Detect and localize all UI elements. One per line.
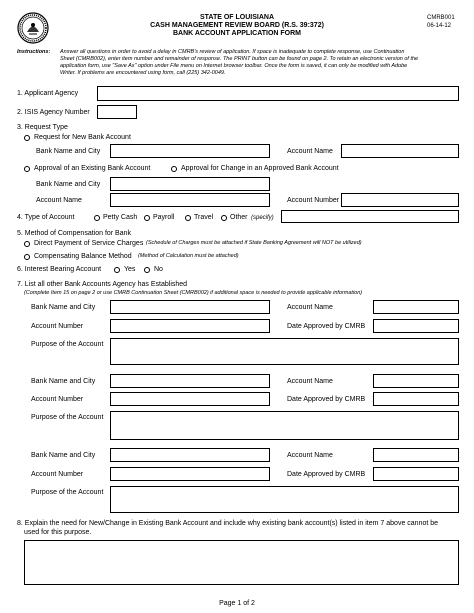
instructions-line: Writer. If problems are encountered using form, call (225) 342-0049.: [60, 70, 226, 76]
q7-account-number-label: Account Number: [31, 471, 84, 478]
applicant-agency-field[interactable]: [97, 86, 459, 101]
q7-label: 7. List all other Bank Accounts Agency has Established: [17, 281, 188, 288]
q7-bank-name-label: Bank Name and City: [31, 378, 96, 385]
interest-yes-label: Yes: [124, 266, 136, 273]
q5-label: 5. Method of Compensation for Bank: [17, 230, 132, 237]
q7-account-name-label: Account Name: [287, 452, 333, 459]
q7-1-date-approved-field[interactable]: [373, 319, 459, 333]
page-number: Page 1 of 2: [219, 600, 255, 607]
q3-new-bank-name-field[interactable]: [110, 144, 270, 158]
request-new-label: Request for New Bank Account: [34, 134, 131, 141]
q1-label: 1. Applicant Agency: [17, 90, 79, 97]
instructions-label: Instructions:: [17, 49, 51, 55]
q7-bank-name-label: Bank Name and City: [31, 304, 96, 311]
q6-label: 6. Interest Bearing Account: [17, 266, 102, 273]
travel-label: Travel: [194, 214, 214, 221]
q7-account-number-label: Account Number: [31, 396, 84, 403]
approval-change-label: Approval for Change in an Approved Bank Account: [181, 165, 339, 172]
q8-label-line2: used for this purpose.: [24, 529, 92, 536]
petty-cash-label: Petty Cash: [103, 214, 138, 221]
approval-existing-label: Approval of an Existing Bank Account: [34, 165, 151, 172]
petty-cash-radio[interactable]: [94, 215, 100, 221]
direct-payment-note: (Schedule of Charges must be attached if State Banking Agreement will NOT be utilized): [146, 240, 362, 246]
q8-explanation-field[interactable]: [24, 540, 459, 585]
instructions-line: application form, use "Save As" option under File menu on Internet browser toolbar. Once the form is saved, it can only be modified with Adobe: [60, 63, 408, 69]
q4-label: 4. Type of Account: [17, 214, 75, 221]
q7-account-name-label: Account Name: [287, 378, 333, 385]
form-id: CMRB001: [427, 15, 455, 21]
q3-account-number-label: Account Number: [287, 197, 340, 204]
other-radio[interactable]: [221, 215, 227, 221]
header-state: STATE OF LOUISIANA: [199, 14, 275, 21]
other-label: Other: [230, 214, 248, 221]
form-date: 06-14-12: [427, 23, 452, 29]
direct-payment-radio[interactable]: [24, 241, 30, 247]
other-specify-label: (specify): [251, 215, 274, 221]
isis-agency-number-field[interactable]: [97, 105, 137, 119]
q3-new-account-name-field[interactable]: [341, 144, 459, 158]
interest-yes-radio[interactable]: [114, 267, 120, 273]
other-specify-field[interactable]: [281, 210, 459, 223]
instructions-line: Sheet (CMRB002), enter item number and remainder of response. The PRINT button can be found on page 2. To retain an electronic version of the: [60, 56, 419, 62]
q7-purpose-label: Purpose of the Account: [31, 341, 104, 348]
q3-existing-bank-name-field[interactable]: [110, 177, 270, 191]
interest-no-radio[interactable]: [144, 267, 150, 273]
q7-3-purpose-field[interactable]: [110, 486, 459, 513]
q7-bank-name-label: Bank Name and City: [31, 452, 96, 459]
q7-date-approved-label: Date Approved by CMRB: [287, 396, 366, 403]
q7-3-date-approved-field[interactable]: [373, 467, 459, 481]
q7-1-purpose-field[interactable]: [110, 338, 459, 365]
approval-existing-radio[interactable]: [24, 166, 30, 172]
q3-label: 3. Request Type: [17, 124, 68, 131]
instructions-line: Answer all questions in order to avoid a delay in CMRB's review of application. If space is inadequate to complete response, use Continuation: [60, 49, 405, 55]
q3-account-name-label: Account Name: [36, 197, 82, 204]
interest-no-label: No: [154, 266, 163, 273]
q2-label: 2. ISIS Agency Number: [17, 109, 90, 116]
q7-3-account-name-field[interactable]: [373, 448, 459, 462]
q7-account-name-label: Account Name: [287, 304, 333, 311]
travel-radio[interactable]: [185, 215, 191, 221]
q7-note: (Complete Item 15 on page 2 or use CMRB Continuation Sheet (CMRB002) if additional space is needed to provide applicable information): [24, 290, 363, 296]
q3-bank-name-label: Bank Name and City: [36, 181, 101, 188]
payroll-label: Payroll: [153, 214, 175, 221]
q7-account-number-label: Account Number: [31, 323, 84, 330]
compensating-balance-note: (Method of Calculation must be attached): [138, 253, 239, 259]
q3-existing-account-name-field[interactable]: [110, 193, 270, 207]
q7-2-bank-name-field[interactable]: [110, 374, 270, 388]
q7-date-approved-label: Date Approved by CMRB: [287, 323, 366, 330]
approval-change-radio[interactable]: [171, 166, 177, 172]
q7-2-account-name-field[interactable]: [373, 374, 459, 388]
q7-purpose-label: Purpose of the Account: [31, 489, 104, 496]
q3-bank-name-label: Bank Name and City: [36, 148, 101, 155]
q3-account-name-label: Account Name: [287, 148, 333, 155]
q7-1-bank-name-field[interactable]: [110, 300, 270, 314]
direct-payment-label: Direct Payment of Service Charges: [34, 240, 144, 247]
q7-1-account-name-field[interactable]: [373, 300, 459, 314]
payroll-radio[interactable]: [144, 215, 150, 221]
q7-2-purpose-field[interactable]: [110, 411, 459, 440]
header-form-title: BANK ACCOUNT APPLICATION FORM: [172, 30, 302, 37]
q7-2-account-number-field[interactable]: [110, 392, 270, 406]
q7-3-bank-name-field[interactable]: [110, 448, 270, 462]
q7-3-account-number-field[interactable]: [110, 467, 270, 481]
q8-label-line1: 8. Explain the need for New/Change in Existing Bank Account and include why existing bank account(s) listed in item 7 above cannot be: [17, 520, 439, 527]
q7-purpose-label: Purpose of the Account: [31, 414, 104, 421]
q3-existing-account-number-field[interactable]: [341, 193, 459, 207]
request-new-radio[interactable]: [24, 135, 30, 141]
q7-1-account-number-field[interactable]: [110, 319, 270, 333]
compensating-balance-radio[interactable]: [24, 254, 30, 260]
header-board: CASH MANAGEMENT REVIEW BOARD (R.S. 39:372): [150, 22, 324, 29]
compensating-balance-label: Compensating Balance Method: [34, 253, 132, 260]
q7-2-date-approved-field[interactable]: [373, 392, 459, 406]
q7-date-approved-label: Date Approved by CMRB: [287, 471, 366, 478]
